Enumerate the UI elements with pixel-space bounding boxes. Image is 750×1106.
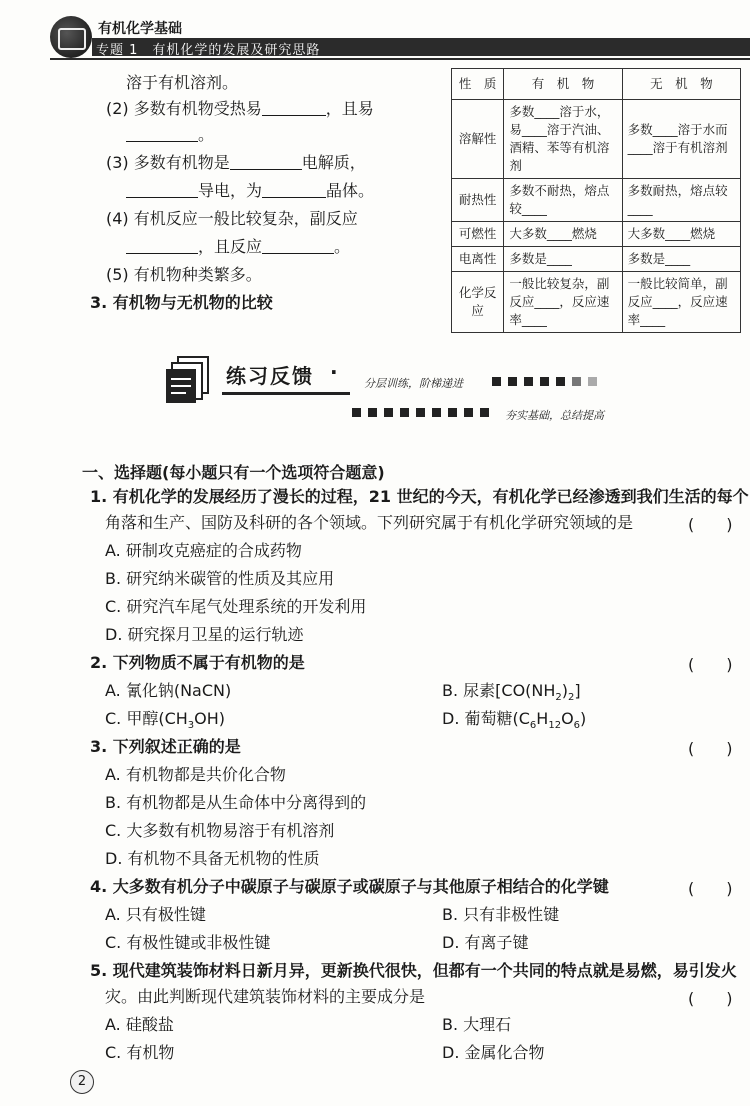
deco-square [448, 408, 457, 417]
option-b[interactable]: B. 只有非极性键 [442, 905, 560, 924]
option-text: ) [561, 681, 569, 700]
option-d[interactable]: D. 有机物不具备无机物的性质 [105, 849, 320, 868]
question-5-stem: 5. 现代建筑装饰材料日新月异，更新换代很快，但都有一个共同的特点就是易燃，易引发火 [90, 961, 737, 980]
option-d[interactable]: D. 研究探月卫星的运行轨迹 [105, 625, 304, 644]
chapter-bar [92, 38, 750, 56]
fill-line-5: (5) 有机物种类繁多。 [106, 265, 262, 284]
option-a[interactable]: A. 只有极性键 [105, 905, 206, 924]
section-title: 一、选择题(每小题只有一个选项符合题意) [82, 463, 385, 482]
fill-line-4: (4) 有机反应一般比较复杂，副反应 [106, 209, 358, 228]
option-a[interactable]: A. 硅酸盐 [105, 1015, 174, 1034]
header-divider [50, 58, 750, 60]
feedback-dot: · [330, 360, 338, 384]
item-3-heading: 3. 有机物与无机物的比较 [90, 293, 273, 312]
option-text: OH) [194, 709, 226, 728]
option-c[interactable] [105, 708, 225, 737]
table-header: 有 机 物 [504, 69, 622, 100]
table-cell-inorganic: 大多数____燃烧 [622, 222, 740, 247]
documents-icon [164, 355, 214, 405]
option-a[interactable]: A. 氰化钠(NaCN) [105, 681, 232, 700]
table-header: 性 质 [452, 69, 504, 100]
option-b[interactable]: B. 有机物都是从生命体中分离得到的 [105, 793, 367, 812]
option-b[interactable]: B. 研究纳米碳管的性质及其应用 [105, 569, 335, 588]
deco-square [384, 408, 393, 417]
table-cell-organic: 多数____溶于水，易____溶于汽油、酒精、苯等有机溶剂 [504, 100, 622, 179]
fill-text: (3) 多数有机物是 [106, 153, 230, 172]
subscript: 6 [573, 720, 581, 732]
answer-blank[interactable] [262, 181, 326, 198]
deco-square [352, 408, 361, 417]
deco-square [540, 377, 549, 386]
feedback-subtitle-2: 夯实基础，总结提高 [505, 409, 604, 422]
option-text: H [536, 709, 549, 728]
deco-square [556, 377, 565, 386]
option-c[interactable]: C. 有机物 [105, 1043, 175, 1062]
table-cell-prop: 电离性 [452, 247, 504, 272]
table-cell-prop: 化学反应 [452, 272, 504, 333]
deco-square [432, 408, 441, 417]
fill-text: ，且易 [325, 99, 374, 118]
deco-square [400, 408, 409, 417]
answer-blank[interactable] [262, 237, 334, 254]
question-5-stem-2: 灾。由此判断现代建筑装饰材料的主要成分是 [105, 987, 426, 1006]
answer-blank[interactable] [230, 153, 302, 170]
option-d[interactable] [442, 708, 586, 737]
fill-text: 晶体。 [326, 181, 375, 200]
option-b[interactable] [442, 680, 581, 709]
deco-square [508, 377, 517, 386]
fill-line-4b [126, 236, 350, 258]
table-header-row [452, 69, 741, 100]
fill-line-2b [126, 124, 214, 146]
answer-blank[interactable] [126, 237, 198, 254]
table-row [452, 272, 741, 333]
deco-square [492, 377, 501, 386]
deco-square [524, 377, 533, 386]
organic-inorganic-table [451, 68, 741, 333]
book-logo-icon [50, 16, 92, 58]
table-header: 无 机 物 [622, 69, 740, 100]
subscript: 3 [187, 720, 195, 732]
table-row [452, 222, 741, 247]
deco-square [588, 377, 597, 386]
answer-blank[interactable] [262, 99, 326, 116]
table-cell-prop: 耐热性 [452, 179, 504, 222]
answer-paren[interactable]: ( ) [688, 515, 733, 534]
answer-paren[interactable]: ( ) [688, 655, 733, 674]
question-4-stem: 4. 大多数有机分子中碳原子与碳原子或碳原子与其他原子相结合的化学键 [90, 877, 609, 896]
fill-line-3b [126, 180, 374, 202]
fill-text: 。 [198, 125, 215, 144]
subscript: 2 [568, 692, 575, 704]
table-row [452, 100, 741, 179]
feedback-rule [222, 392, 350, 395]
option-text: D. 葡萄糖(C [442, 709, 530, 728]
deco-square [464, 408, 473, 417]
chapter-title: 专题 1 有机化学的发展及研究思路 [96, 43, 321, 58]
option-a[interactable]: A. 研制攻克癌症的合成药物 [105, 541, 302, 560]
question-2-stem: 2. 下列物质不属于有机物的是 [90, 653, 305, 672]
answer-blank[interactable] [126, 125, 198, 142]
table-cell-organic: 大多数____燃烧 [504, 222, 622, 247]
table-cell-inorganic: 一般比较简单，副反应____，反应速率____ [622, 272, 740, 333]
subscript: 6 [529, 720, 537, 732]
page-number: 2 [70, 1070, 94, 1094]
table-cell-organic: 一般比较复杂，副反应____，反应速率____ [504, 272, 622, 333]
table-cell-organic: 多数不耐热，熔点较____ [504, 179, 622, 222]
question-1-stem-2: 角落和生产、国防及科研的各个领域。下列研究属于有机化学研究领域的是 [105, 513, 634, 532]
feedback-subtitle-1: 分层训练，阶梯递进 [364, 377, 463, 390]
table-cell-prop: 可燃性 [452, 222, 504, 247]
table-row [452, 179, 741, 222]
answer-paren[interactable]: ( ) [688, 879, 733, 898]
option-text: ] [574, 681, 581, 700]
deco-square [480, 408, 489, 417]
deco-square [416, 408, 425, 417]
option-a[interactable]: A. 有机物都是共价化合物 [105, 765, 286, 784]
subscript: 12 [548, 720, 562, 732]
answer-paren[interactable]: ( ) [688, 739, 733, 758]
option-d[interactable]: D. 有离子键 [442, 933, 529, 952]
answer-blank[interactable] [126, 181, 198, 198]
fill-line-3 [106, 152, 366, 174]
fill-text: 。 [334, 237, 351, 256]
table-cell-inorganic: 多数____溶于水而____溶于有机溶剂 [622, 100, 740, 179]
option-b[interactable]: B. 大理石 [442, 1015, 512, 1034]
fill-text: 导电，为 [198, 181, 263, 200]
table-cell-inorganic: 多数是____ [622, 247, 740, 272]
table-cell-prop: 溶解性 [452, 100, 504, 179]
option-text: C. 甲醇(CH [105, 709, 188, 728]
option-text: B. 尿素[CO(NH [442, 681, 556, 700]
option-c[interactable]: C. 大多数有机物易溶于有机溶剂 [105, 821, 335, 840]
option-c[interactable]: C. 研究汽车尾气处理系统的开发利用 [105, 597, 367, 616]
deco-square [572, 377, 581, 386]
option-text: ) [580, 709, 587, 728]
fill-line-2 [106, 98, 374, 120]
fill-text: ，且反应 [198, 237, 263, 256]
table-cell-inorganic: 多数耐热，熔点较____ [622, 179, 740, 222]
table-row [452, 247, 741, 272]
option-c[interactable]: C. 有极性键或非极性键 [105, 933, 271, 952]
option-d[interactable]: D. 金属化合物 [442, 1043, 545, 1062]
question-1-stem: 1. 有机化学的发展经历了漫长的过程，21 世纪的今天，有机化学已经渗透到我们生活的每个 [90, 487, 749, 506]
option-text: O [561, 709, 574, 728]
book-title: 有机化学基础 [98, 21, 182, 37]
table-cell-organic: 多数是____ [504, 247, 622, 272]
deco-square [368, 408, 377, 417]
question-3-stem: 3. 下列叙述正确的是 [90, 737, 241, 756]
subscript: 2 [555, 692, 562, 704]
fill-line-1: 溶于有机溶剂。 [126, 73, 239, 92]
fill-text: (2) 多数有机物受热易 [106, 99, 262, 118]
fill-text: 电解质， [301, 153, 366, 172]
feedback-title: 练习反馈 [226, 364, 314, 388]
answer-paren[interactable]: ( ) [688, 989, 733, 1008]
